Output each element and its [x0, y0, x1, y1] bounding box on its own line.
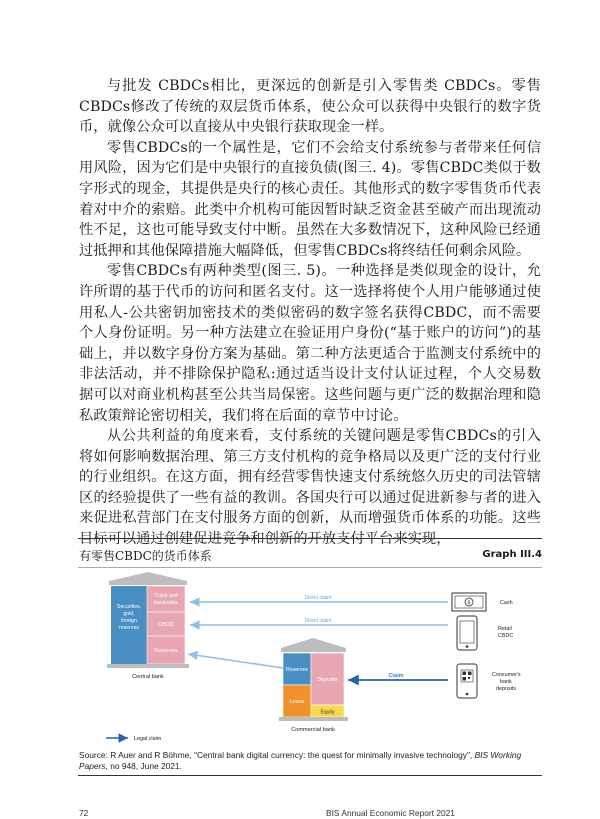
legend: [106, 736, 162, 742]
figure-top-rule: [78, 538, 542, 539]
retail-cbdc-label-line-1: Retail: [498, 626, 512, 632]
figure-source: [79, 750, 541, 772]
commercial-bank-base: [279, 717, 348, 721]
figure-title: 有零售CBDC的货币体系: [79, 549, 212, 563]
central-bank-assets-line-2: gold,: [123, 611, 135, 617]
coins-banknotes-line-1: Coins and: [154, 593, 178, 599]
central-bank-coins-banknotes: [147, 586, 185, 612]
paragraph-1: 与批发 CBDCs相比，更深远的创新是引入零售类 CBDCs。零售CBDCs修改了传统的双层货币体系，使公众可以获得中央银行的数字货币，就像公众可以直接从中央银行获取现金一样。: [79, 78, 541, 136]
central-bank-building: [107, 572, 189, 680]
paragraph-2: 零售CBDCs的一个属性是，它们不会给支付系统参与者带来任何信用风险，因为它们是中央银行的直接负债(图三. 4)。零售CBDC类似于数字形式的现金，其提供是央行的核心责任。其他形式的数字零售货币代表着对中介的索赔。此类中介机构可能因暂时缺乏资金甚至破产而出现流动性不足，这也可能导致支付中断。虽然在大多数情况下，这种风险已经通过抵押和其他保障措施大幅降低，但零售CBDCs将终结任何剩余风险。: [79, 139, 541, 259]
direct-claim-label-2: Direct claim: [304, 618, 332, 624]
figure-bottom-rule: [78, 775, 542, 776]
central-bank-beam: [109, 581, 187, 585]
central-bank-label: Central bank: [132, 674, 164, 680]
cbdc-label: CBDC: [158, 622, 174, 628]
commercial-loans-label: Loans: [289, 699, 305, 705]
commercial-reserves-label: Reserves: [286, 667, 308, 673]
paragraph-4: 从公共利益的角度来看，支付系统的关键问题是零售CBDCs的引入将如何影响数据治理、第三方支付机构的竞争格局以及更广泛的支付行业的行业组织。在这方面，拥有经营零售快速支付系统悠久历史的司法管辖区的经验提供了一些有益的教训。各国央行可以通过促进新参与者的进入来促进私营部门在支付服务方面的创新，从而增强货币体系的功能。这些目标可以通过创建促进竞争和创新的开放支付平台来实现，: [79, 428, 541, 548]
commercial-bank-roof: [281, 638, 346, 648]
commercial-deposits-label: Deposits: [317, 677, 338, 683]
central-bank-base: [107, 664, 189, 668]
central-bank-assets-line-1: Securities,: [116, 604, 142, 610]
svg-text:$: $: [467, 600, 471, 606]
source-prefix: Source: R Auer and R Böhme, "Central bank digital currency: the quest for minimally invasive technology",: [79, 750, 475, 760]
figure-graph-label: Graph III.4: [482, 549, 542, 560]
cash-label: Cash: [500, 600, 513, 606]
direct-claim-label-1: Direct claim: [304, 595, 332, 601]
reserves-claim-arrow: [188, 654, 283, 668]
consumer-deposits-label-line-3: deposits: [496, 686, 517, 692]
qr-phone-icon: [457, 664, 477, 698]
phone-icon: [457, 616, 477, 650]
legend-label: Legal claim: [134, 736, 162, 742]
source-suffix: , no 948, June 2021.: [105, 761, 182, 771]
body-text: [79, 76, 541, 550]
consumer-deposits-label-line-2: bank: [500, 679, 512, 685]
commercial-bank-beam: [281, 648, 346, 652]
central-bank-assets-line-4: reserves: [119, 625, 139, 631]
figure-mid-rule: [78, 567, 542, 568]
banknote-icon: [452, 593, 486, 611]
commercial-bank-building: [279, 638, 348, 733]
central-bank-assets-line-3: foreign: [121, 618, 137, 624]
paragraph-3: 零售CBDCs有两种类型(图三. 5)。一种选择是类似现金的设计，允许所谓的基于代币的访问和匿名支付。这一选择将使个人用户能够通过使用私人-公共密钥加密技术的类似密码的数字签名获得CBDC，而不需要个人身份证明。另一种方法建立在验证用户身份(“基于账户的访问”)的基础上，并以数字身份方案为基础。第二种方法更适合于监测支付系统中的非法活动，并不排除保护隐私:通过适当设计支付认证过程，个人交易数据可以对商业机构甚至公共当局保密。这些问题与更广泛的数据治理和隐私政策辩论密切相关，我们将在后面的章节中讨论。: [79, 263, 541, 424]
commercial-equity-label: Equity: [320, 709, 335, 716]
central-bank-roof: [109, 572, 187, 581]
page-number: 72: [79, 808, 89, 818]
retail-cbdc-label-line-2: CBDC: [498, 633, 514, 639]
monetary-system-diagram: [78, 572, 542, 744]
report-title: BIS Annual Economic Report 2021: [326, 808, 455, 818]
commercial-bank-label: Commercial bank: [291, 727, 335, 733]
source-journal: BIS Working Papers: [79, 750, 522, 771]
central-reserves-label: Reserves: [154, 648, 178, 654]
claim-label: Claim: [388, 673, 404, 679]
coins-banknotes-line-2: banknotes: [154, 600, 178, 606]
consumer-deposits-label-line-1: Consumer's: [492, 672, 521, 678]
